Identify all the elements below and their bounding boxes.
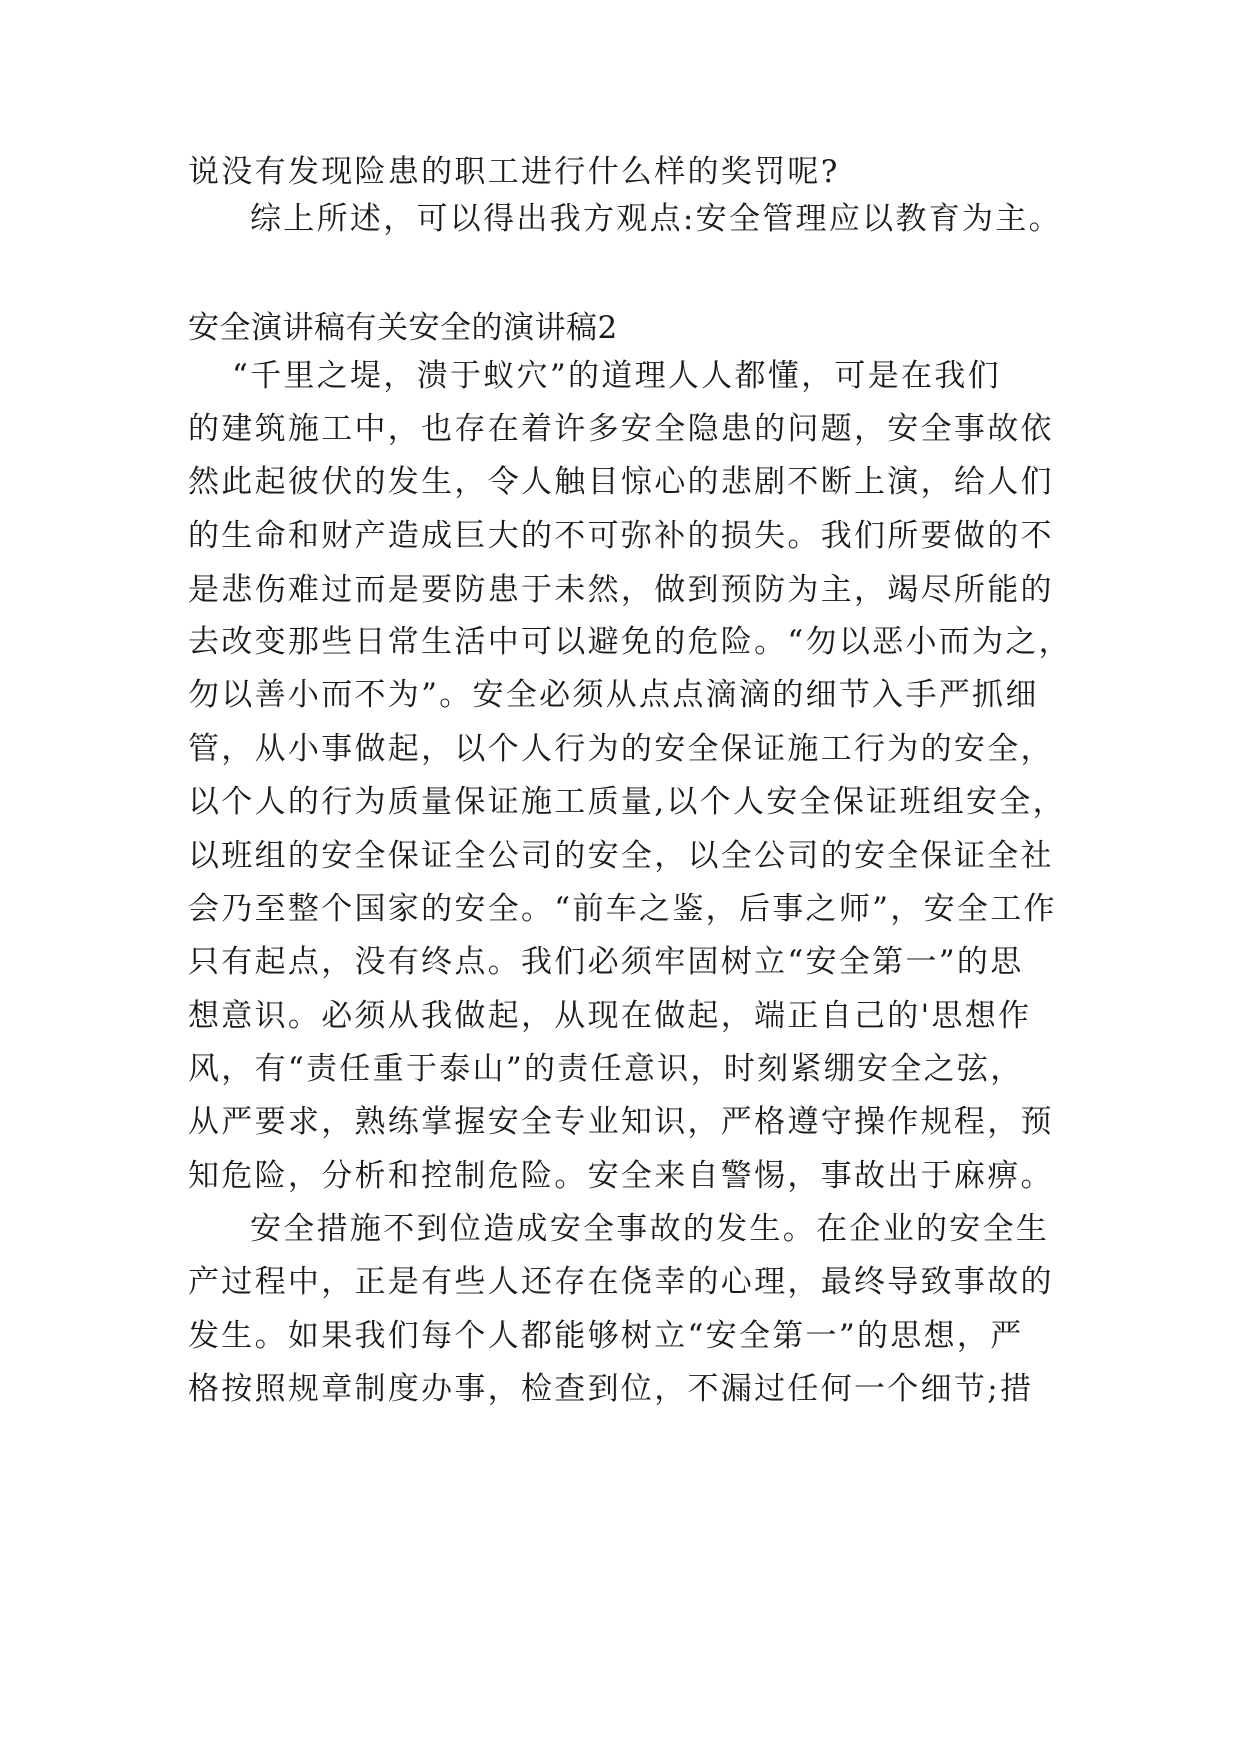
text-line: 想意识。必须从我做起，从现在做起，端正自己的'思想作 [188, 998, 1032, 1034]
text-line: 发生。如果我们每个人都能够树立“安全第一”的思想，严 [188, 1318, 1024, 1354]
text-line: 从严要求，熟练掌握安全专业知识，严格遵守操作规程，预 [188, 1104, 1054, 1140]
text-line: 说没有发现险患的职工进行什么样的奖罚呢? [188, 154, 840, 190]
text-line: 会乃至整个国家的安全。“前车之鉴，后事之师”，安全工作 [188, 891, 1057, 927]
text-line: 只有起点，没有终点。我们必须牢固树立“安全第一”的思 [188, 944, 1024, 980]
text-line: 勿以善小而不为”。安全必须从点点滴滴的细节入手严抓细 [188, 677, 1039, 713]
text-line: 是悲伤难过而是要防患于未然，做到预防为主，竭尽所能的 [188, 572, 1054, 608]
text-line: 知危险，分析和控制危险。安全来自警惕，事故出于麻痹。 [188, 1158, 1054, 1194]
text-line: 综上所述，可以得出我方观点:安全管理应以教育为主。 [250, 201, 1062, 237]
text-line: 的生命和财产造成巨大的不可弥补的损失。我们所要做的不 [188, 518, 1054, 554]
text-line: 安全措施不到位造成安全事故的发生。在企业的安全生 [250, 1211, 1050, 1247]
text-line: 的建筑施工中，也存在着许多安全隐患的问题，安全事故依 [188, 411, 1054, 447]
text-line: “千里之堤，溃于蚁穴”的道理人人都懂，可是在我们 [232, 358, 1001, 394]
text-line: 风，有“责任重于泰山”的责任意识，时刻紧绷安全之弦， [188, 1051, 1024, 1087]
text-line: 管，从小事做起，以个人行为的安全保证施工行为的安全， [188, 731, 1054, 767]
text-line: 然此起彼伏的发生，令人触目惊心的悲剧不断上演，给人们 [188, 464, 1054, 500]
text-line: 格按照规章制度办事，检查到位，不漏过任何一个细节;措 [188, 1371, 1034, 1407]
text-line: 以班组的安全保证全公司的安全，以全公司的安全保证全社 [188, 838, 1054, 874]
text-line: 以个人的行为质量保证施工质量,以个人安全保证班组安全， [188, 784, 1066, 820]
section-heading: 安全演讲稿有关安全的演讲稿2 [188, 310, 618, 346]
text-line: 产过程中，正是有些人还存在侥幸的心理，最终导致事故的 [188, 1264, 1054, 1300]
text-line: 去改变那些日常生活中可以避免的危险。“勿以恶小而为之， [188, 624, 1072, 660]
